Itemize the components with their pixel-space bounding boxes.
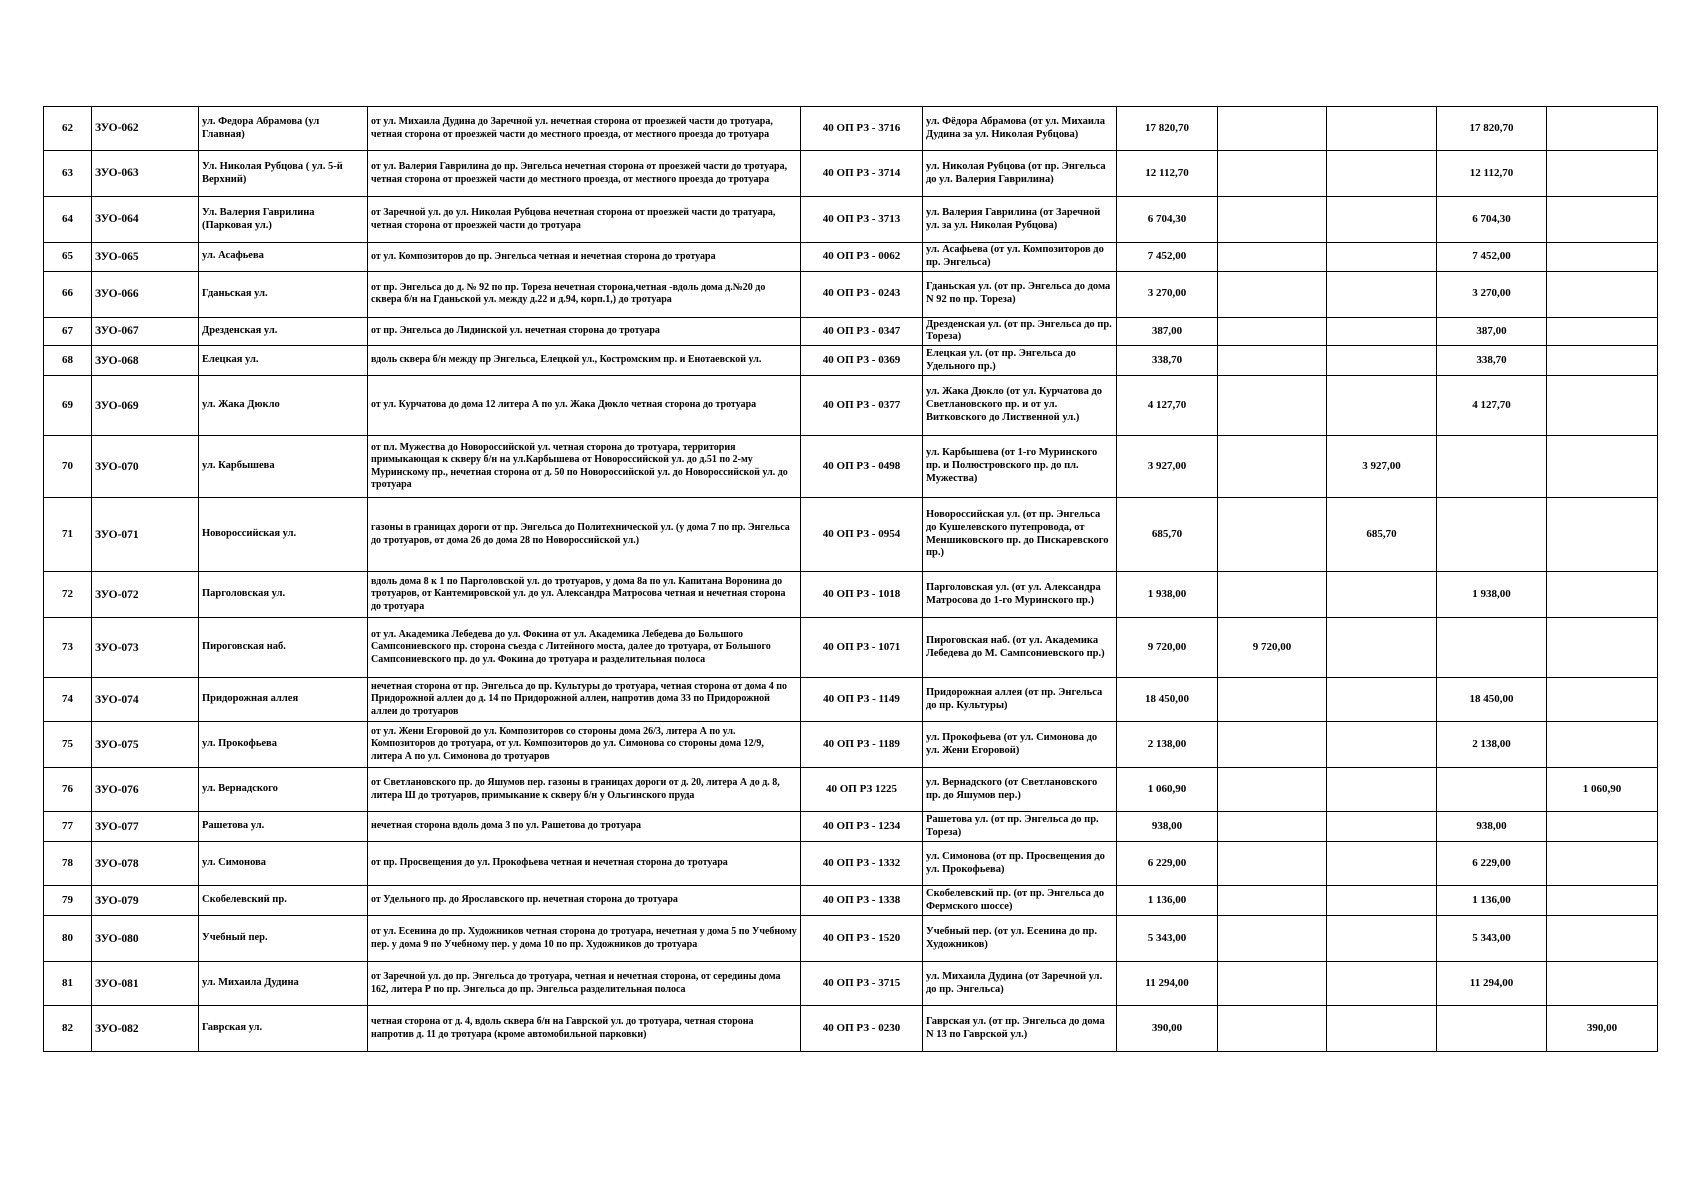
object-code: ЗУО-065: [92, 243, 199, 272]
area-column-1: [1218, 916, 1327, 962]
row-number: 76: [44, 768, 92, 812]
area-column-4: 3 270,00: [1437, 271, 1547, 317]
area-column-5: 390,00: [1547, 1006, 1658, 1052]
cleaning-description: нечетная сторона от пр. Энгельса до пр. Культуры до тротуара, четная сторона от дома 4 по Придорожной аллеи до д. 14 по Придорожной аллеи, напротив дома 33 по Придорожной аллеи до тротуаров: [368, 678, 801, 722]
street-name: ул. Карбышева: [199, 436, 368, 498]
object-code: ЗУО-062: [92, 107, 199, 151]
road-section: Рашетова ул. (от пр. Энгельса до пр. Тореза): [923, 812, 1117, 842]
cleaning-description: от Удельного пр. до Ярославского пр. нечетная сторона до тротуара: [368, 886, 801, 916]
area-column-1: [1218, 962, 1327, 1006]
area-column-5: [1547, 151, 1658, 197]
area-column-1: [1218, 498, 1327, 572]
area-column-4: 4 127,70: [1437, 376, 1547, 436]
object-code: ЗУО-082: [92, 1006, 199, 1052]
area-column-1: 9 720,00: [1218, 618, 1327, 678]
row-number: 64: [44, 197, 92, 243]
document-sheet: [43, 106, 1658, 1052]
street-name: ул. Прокофьева: [199, 722, 368, 768]
road-id: 40 ОП РЗ - 3716: [801, 107, 923, 151]
total-area: 4 127,70: [1117, 376, 1218, 436]
street-cleaning-table: [43, 106, 1658, 1052]
cleaning-description: от ул. Жени Егоровой до ул. Композиторов со стороны дома 26/3, литера А по ул. Композиторов до тротуара, от ул. Композиторов до ул. Симонова со стороны дома 12/9, литера А по ул. Симонова до тротуаров: [368, 722, 801, 768]
row-number: 74: [44, 678, 92, 722]
area-column-5: [1547, 722, 1658, 768]
object-code: ЗУО-071: [92, 498, 199, 572]
table-body: [44, 107, 1658, 1052]
road-id: 40 ОП РЗ - 1520: [801, 916, 923, 962]
road-id: 40 ОП РЗ - 0954: [801, 498, 923, 572]
object-code: ЗУО-068: [92, 346, 199, 376]
object-code: ЗУО-064: [92, 197, 199, 243]
area-column-5: [1547, 346, 1658, 376]
area-column-5: [1547, 812, 1658, 842]
table-row: [44, 842, 1658, 886]
street-name: Скобелевский пр.: [199, 886, 368, 916]
street-name: Новороссийская ул.: [199, 498, 368, 572]
total-area: 1 938,00: [1117, 572, 1218, 618]
street-name: Дрезденская ул.: [199, 317, 368, 346]
street-name: Парголовская ул.: [199, 572, 368, 618]
total-area: 3 927,00: [1117, 436, 1218, 498]
total-area: 1 060,90: [1117, 768, 1218, 812]
row-number: 77: [44, 812, 92, 842]
cleaning-description: от Светлановского пр. до Яшумов пер. газоны в границах дороги от д. 20, литера А до д. 8, литера Ш до тротуаров, примыкание к скверу б/н у Ольгинского пруда: [368, 768, 801, 812]
road-id: 40 ОП РЗ - 0243: [801, 271, 923, 317]
total-area: 5 343,00: [1117, 916, 1218, 962]
road-section: ул. Николая Рубцова (от пр. Энгельса до ул. Валерия Гаврилина): [923, 151, 1117, 197]
road-section: ул. Прокофьева (от ул. Симонова до ул. Жени Егоровой): [923, 722, 1117, 768]
object-code: ЗУО-077: [92, 812, 199, 842]
street-name: Рашетова ул.: [199, 812, 368, 842]
area-column-2: [1327, 271, 1437, 317]
row-number: 73: [44, 618, 92, 678]
street-name: Ул. Валерия Гаврилина (Парковая ул.): [199, 197, 368, 243]
area-column-4: 11 294,00: [1437, 962, 1547, 1006]
total-area: 1 136,00: [1117, 886, 1218, 916]
table-row: [44, 1006, 1658, 1052]
area-column-1: [1218, 107, 1327, 151]
road-id: 40 ОП РЗ - 3713: [801, 197, 923, 243]
row-number: 78: [44, 842, 92, 886]
area-column-4: 387,00: [1437, 317, 1547, 346]
area-column-4: 17 820,70: [1437, 107, 1547, 151]
area-column-1: [1218, 346, 1327, 376]
row-number: 71: [44, 498, 92, 572]
street-name: Придорожная аллея: [199, 678, 368, 722]
area-column-5: [1547, 962, 1658, 1006]
row-number: 68: [44, 346, 92, 376]
area-column-4: 1 136,00: [1437, 886, 1547, 916]
area-column-4: 6 704,30: [1437, 197, 1547, 243]
road-section: Гданьская ул. (от пр. Энгельса до дома N 92 по пр. Тореза): [923, 271, 1117, 317]
road-section: Парголовская ул. (от ул. Александра Матросова до 1-го Муринского пр.): [923, 572, 1117, 618]
area-column-5: 1 060,90: [1547, 768, 1658, 812]
road-id: 40 ОП РЗ - 1149: [801, 678, 923, 722]
object-code: ЗУО-075: [92, 722, 199, 768]
table-row: [44, 678, 1658, 722]
row-number: 69: [44, 376, 92, 436]
table-row: [44, 572, 1658, 618]
area-column-2: [1327, 376, 1437, 436]
road-id: 40 ОП РЗ 1225: [801, 768, 923, 812]
object-code: ЗУО-073: [92, 618, 199, 678]
street-name: ул. Федора Абрамова (ул Главная): [199, 107, 368, 151]
area-column-2: 685,70: [1327, 498, 1437, 572]
area-column-2: [1327, 346, 1437, 376]
area-column-2: [1327, 886, 1437, 916]
table-row: [44, 812, 1658, 842]
area-column-5: [1547, 886, 1658, 916]
area-column-4: 12 112,70: [1437, 151, 1547, 197]
cleaning-description: от Заречной ул. до ул. Николая Рубцова нечетная сторона от проезжей части до тратуара, четная сторона от проезжей части до тротуара: [368, 197, 801, 243]
total-area: 6 704,30: [1117, 197, 1218, 243]
area-column-1: [1218, 768, 1327, 812]
street-name: ул. Жака Дюкло: [199, 376, 368, 436]
table-row: [44, 151, 1658, 197]
row-number: 81: [44, 962, 92, 1006]
area-column-5: [1547, 243, 1658, 272]
road-section: Гаврская ул. (от пр. Энгельса до дома N 13 по Гаврской ул.): [923, 1006, 1117, 1052]
road-section: ул. Фёдора Абрамова (от ул. Михаила Дудина за ул. Николая Рубцова): [923, 107, 1117, 151]
object-code: ЗУО-080: [92, 916, 199, 962]
street-name: Елецкая ул.: [199, 346, 368, 376]
total-area: 390,00: [1117, 1006, 1218, 1052]
object-code: ЗУО-066: [92, 271, 199, 317]
object-code: ЗУО-076: [92, 768, 199, 812]
area-column-1: [1218, 197, 1327, 243]
cleaning-description: от ул. Михаила Дудина до Заречной ул. нечетная сторона от проезжей части до тротуара, четная сторона от проезжей части до местного проезда, от местного проезда до тротуара: [368, 107, 801, 151]
total-area: 18 450,00: [1117, 678, 1218, 722]
road-section: Придорожная аллея (от пр. Энгельса до пр. Культуры): [923, 678, 1117, 722]
area-column-2: [1327, 572, 1437, 618]
street-name: ул. Михаила Дудина: [199, 962, 368, 1006]
road-id: 40 ОП РЗ - 1332: [801, 842, 923, 886]
area-column-5: [1547, 498, 1658, 572]
road-id: 40 ОП РЗ - 1338: [801, 886, 923, 916]
street-name: Гаврская ул.: [199, 1006, 368, 1052]
area-column-2: [1327, 678, 1437, 722]
area-column-4: 7 452,00: [1437, 243, 1547, 272]
area-column-2: [1327, 317, 1437, 346]
cleaning-description: от Заречной ул. до пр. Энгельса до тротуара, четная и нечетная сторона, от середины дома 162, литера Р по пр. Энгельса до пр. Энгельса разделительная полоса: [368, 962, 801, 1006]
road-section: ул. Валерия Гаврилина (от Заречной ул. за ул. Николая Рубцова): [923, 197, 1117, 243]
road-section: ул. Вернадского (от Светлановского пр. до Яшумов пер.): [923, 768, 1117, 812]
object-code: ЗУО-067: [92, 317, 199, 346]
street-name: ул. Симонова: [199, 842, 368, 886]
area-column-2: [1327, 916, 1437, 962]
area-column-4: 5 343,00: [1437, 916, 1547, 962]
road-id: 40 ОП РЗ - 1234: [801, 812, 923, 842]
table-row: [44, 271, 1658, 317]
total-area: 9 720,00: [1117, 618, 1218, 678]
cleaning-description: вдоль дома 8 к 1 по Парголовской ул. до тротуаров, у дома 8а по ул. Капитана Воронина до тротуаров, от Кантемировской ул. до ул. Александра Матросова четная и нечетная сторона до тротуара: [368, 572, 801, 618]
road-section: Новороссийская ул. (от пр. Энгельса до Кушелевского путепровода, от Меншиковского пр. до Пискаревского пр.): [923, 498, 1117, 572]
area-column-5: [1547, 916, 1658, 962]
road-id: 40 ОП РЗ - 0369: [801, 346, 923, 376]
row-number: 65: [44, 243, 92, 272]
total-area: 685,70: [1117, 498, 1218, 572]
area-column-2: 3 927,00: [1327, 436, 1437, 498]
area-column-2: [1327, 107, 1437, 151]
total-area: 387,00: [1117, 317, 1218, 346]
row-number: 72: [44, 572, 92, 618]
area-column-1: [1218, 436, 1327, 498]
area-column-4: [1437, 618, 1547, 678]
table-row: [44, 317, 1658, 346]
area-column-5: [1547, 842, 1658, 886]
road-id: 40 ОП РЗ - 0062: [801, 243, 923, 272]
street-name: Пироговская наб.: [199, 618, 368, 678]
area-column-5: [1547, 107, 1658, 151]
table-row: [44, 886, 1658, 916]
cleaning-description: газоны в границах дороги от пр. Энгельса до Политехнической ул. (у дома 7 по пр. Энгельса до тротуаров, от дома 26 до дома 28 по Новороссийской ул.): [368, 498, 801, 572]
road-section: Дрезденская ул. (от пр. Энгельса до пр. Тореза): [923, 317, 1117, 346]
cleaning-description: от ул. Академика Лебедева до ул. Фокина от ул. Академика Лебедева до Большого Сампсониевского пр. сторона съезда с Литейного моста, далее до тротуара, от Большого Сампсониевского пр. до ул. Фокина до тротуара и разделительная полоса: [368, 618, 801, 678]
area-column-1: [1218, 812, 1327, 842]
area-column-1: [1218, 151, 1327, 197]
table-row: [44, 498, 1658, 572]
road-id: 40 ОП РЗ - 3715: [801, 962, 923, 1006]
table-row: [44, 768, 1658, 812]
total-area: 17 820,70: [1117, 107, 1218, 151]
total-area: 6 229,00: [1117, 842, 1218, 886]
table-row: [44, 962, 1658, 1006]
area-column-2: [1327, 812, 1437, 842]
object-code: ЗУО-069: [92, 376, 199, 436]
cleaning-description: от ул. Курчатова до дома 12 литера А по ул. Жака Дюкло четная сторона до тротуара: [368, 376, 801, 436]
object-code: ЗУО-070: [92, 436, 199, 498]
cleaning-description: от ул. Композиторов до пр. Энгельса четная и нечетная сторона до тротуара: [368, 243, 801, 272]
area-column-1: [1218, 271, 1327, 317]
area-column-4: 6 229,00: [1437, 842, 1547, 886]
total-area: 2 138,00: [1117, 722, 1218, 768]
area-column-5: [1547, 271, 1658, 317]
table-row: [44, 916, 1658, 962]
road-section: Елецкая ул. (от пр. Энгельса до Удельного пр.): [923, 346, 1117, 376]
row-number: 75: [44, 722, 92, 768]
area-column-2: [1327, 962, 1437, 1006]
road-id: 40 ОП РЗ - 1018: [801, 572, 923, 618]
row-number: 63: [44, 151, 92, 197]
table-row: [44, 243, 1658, 272]
area-column-1: [1218, 842, 1327, 886]
cleaning-description: от пр. Энгельса до д. № 92 по пр. Тореза нечетная сторона,четная -вдоль дома д.№20 до сквера б/н на Гданьской ул. между д.22 и д.94, корп.1,) до тротуара: [368, 271, 801, 317]
total-area: 12 112,70: [1117, 151, 1218, 197]
area-column-2: [1327, 768, 1437, 812]
area-column-5: [1547, 197, 1658, 243]
area-column-4: 18 450,00: [1437, 678, 1547, 722]
area-column-5: [1547, 436, 1658, 498]
area-column-1: [1218, 243, 1327, 272]
street-name: Гданьская ул.: [199, 271, 368, 317]
total-area: 938,00: [1117, 812, 1218, 842]
area-column-1: [1218, 722, 1327, 768]
cleaning-description: четная сторона от д. 4, вдоль сквера б/н на Гаврской ул. до тротуара, четная сторона напротив д. 11 до тротуара (кроме автомобильной парковки): [368, 1006, 801, 1052]
cleaning-description: от ул. Валерия Гаврилина до пр. Энгельса нечетная сторона от проезжей части до тротуара, четная сторона от проезжей части до местного проезда, от местного проезда до тротуара: [368, 151, 801, 197]
cleaning-description: от пл. Мужества до Новороссийской ул. четная сторона до тротуара, территория примыкающая к скверу б/н на ул.Карбышева от Новороссийской ул. до д.51 по 2-му Муринскому пр., нечетная сторона от д. 50 по Новороссийской ул. до Новороссийской ул. до тротуара: [368, 436, 801, 498]
area-column-5: [1547, 376, 1658, 436]
area-column-1: [1218, 678, 1327, 722]
road-section: Пироговская наб. (от ул. Академика Лебедева до М. Сампсониевского пр.): [923, 618, 1117, 678]
cleaning-description: вдоль сквера б/н между пр Энгельса, Елецкой ул., Костромским пр. и Енотаевской ул.: [368, 346, 801, 376]
row-number: 80: [44, 916, 92, 962]
area-column-2: [1327, 1006, 1437, 1052]
road-id: 40 ОП РЗ - 0377: [801, 376, 923, 436]
table-row: [44, 618, 1658, 678]
road-section: ул. Михаила Дудина (от Заречной ул. до пр. Энгельса): [923, 962, 1117, 1006]
area-column-5: [1547, 572, 1658, 618]
area-column-2: [1327, 722, 1437, 768]
road-id: 40 ОП РЗ - 0230: [801, 1006, 923, 1052]
area-column-5: [1547, 678, 1658, 722]
row-number: 62: [44, 107, 92, 151]
area-column-4: 2 138,00: [1437, 722, 1547, 768]
road-id: 40 ОП РЗ - 1071: [801, 618, 923, 678]
row-number: 67: [44, 317, 92, 346]
table-row: [44, 376, 1658, 436]
object-code: ЗУО-079: [92, 886, 199, 916]
road-id: 40 ОП РЗ - 0498: [801, 436, 923, 498]
road-section: Учебный пер. (от ул. Есенина до пр. Художников): [923, 916, 1117, 962]
cleaning-description: от пр. Энгельса до Лидинской ул. нечетная сторона до тротуара: [368, 317, 801, 346]
area-column-2: [1327, 243, 1437, 272]
street-name: ул. Асафьева: [199, 243, 368, 272]
row-number: 66: [44, 271, 92, 317]
table-row: [44, 722, 1658, 768]
row-number: 70: [44, 436, 92, 498]
street-name: Учебный пер.: [199, 916, 368, 962]
area-column-4: 338,70: [1437, 346, 1547, 376]
street-name: Ул. Николая Рубцова ( ул. 5-й Верхний): [199, 151, 368, 197]
road-section: Скобелевский пр. (от пр. Энгельса до Фермского шоссе): [923, 886, 1117, 916]
total-area: 11 294,00: [1117, 962, 1218, 1006]
area-column-2: [1327, 618, 1437, 678]
object-code: ЗУО-078: [92, 842, 199, 886]
area-column-4: 1 938,00: [1437, 572, 1547, 618]
area-column-1: [1218, 1006, 1327, 1052]
row-number: 82: [44, 1006, 92, 1052]
road-section: ул. Симонова (от пр. Просвещения до ул. Прокофьева): [923, 842, 1117, 886]
area-column-4: 938,00: [1437, 812, 1547, 842]
street-name: ул. Вернадского: [199, 768, 368, 812]
area-column-2: [1327, 197, 1437, 243]
area-column-4: [1437, 768, 1547, 812]
cleaning-description: от ул. Есенина до пр. Художников четная сторона до тротуара, нечетная у дома 5 по Учебному пер. у дома 9 по Учебному пер. у дома 10 по пр. Художников до тротуара: [368, 916, 801, 962]
area-column-2: [1327, 842, 1437, 886]
road-id: 40 ОП РЗ - 1189: [801, 722, 923, 768]
cleaning-description: нечетная сторона вдоль дома 3 по ул. Рашетова до тротуара: [368, 812, 801, 842]
object-code: ЗУО-074: [92, 678, 199, 722]
road-section: ул. Жака Дюкло (от ул. Курчатова до Светлановского пр. и от ул. Витковского до Лиственной ул.): [923, 376, 1117, 436]
area-column-4: [1437, 498, 1547, 572]
area-column-1: [1218, 317, 1327, 346]
object-code: ЗУО-072: [92, 572, 199, 618]
area-column-2: [1327, 151, 1437, 197]
cleaning-description: от пр. Просвещения до ул. Прокофьева четная и нечетная сторона до тротуара: [368, 842, 801, 886]
area-column-1: [1218, 376, 1327, 436]
area-column-1: [1218, 886, 1327, 916]
area-column-4: [1437, 436, 1547, 498]
area-column-4: [1437, 1006, 1547, 1052]
area-column-5: [1547, 317, 1658, 346]
object-code: ЗУО-063: [92, 151, 199, 197]
road-id: 40 ОП РЗ - 3714: [801, 151, 923, 197]
total-area: 338,70: [1117, 346, 1218, 376]
area-column-1: [1218, 572, 1327, 618]
table-row: [44, 436, 1658, 498]
total-area: 3 270,00: [1117, 271, 1218, 317]
table-row: [44, 107, 1658, 151]
object-code: ЗУО-081: [92, 962, 199, 1006]
table-row: [44, 197, 1658, 243]
total-area: 7 452,00: [1117, 243, 1218, 272]
table-row: [44, 346, 1658, 376]
row-number: 79: [44, 886, 92, 916]
road-id: 40 ОП РЗ - 0347: [801, 317, 923, 346]
area-column-5: [1547, 618, 1658, 678]
road-section: ул. Асафьева (от ул. Композиторов до пр. Энгельса): [923, 243, 1117, 272]
road-section: ул. Карбышева (от 1-го Муринского пр. и Полюстровского пр. до пл. Мужества): [923, 436, 1117, 498]
